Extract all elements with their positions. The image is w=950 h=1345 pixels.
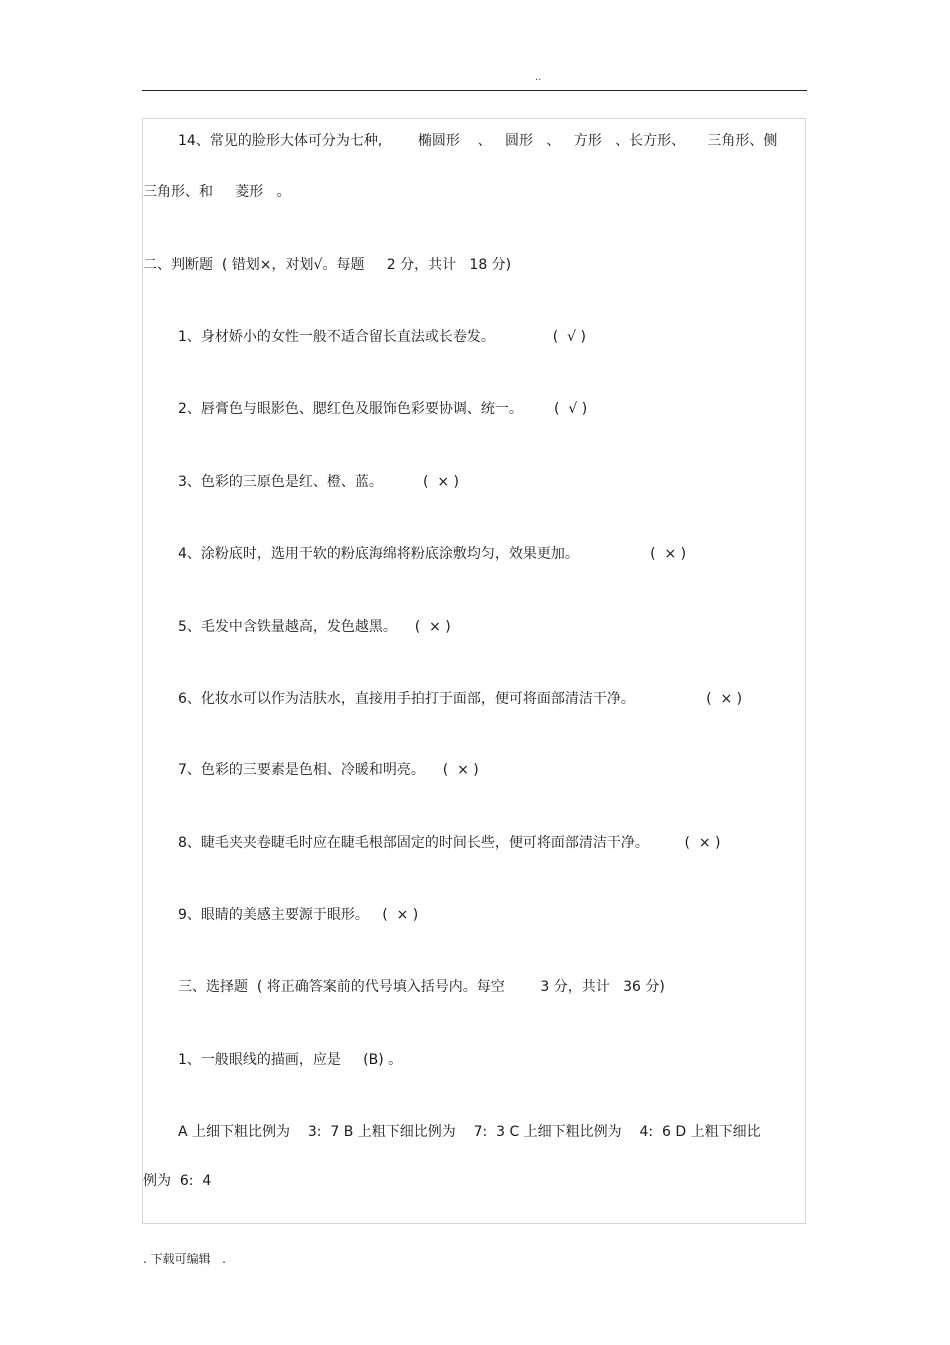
page-footer: . 下载可编辑 . [143, 1252, 226, 1266]
judgement-5: 5、毛发中含铁量越高，发色越黑。 ( × ) [178, 619, 451, 635]
choice-1-options-line-1: A 上细下粗比例为 3: 7 B 上粗下细比例为 7: 3 C 上细下粗比例为 4: 6 D 上粗下细比 [178, 1124, 761, 1140]
judgement-6: 6、化妆水可以作为洁肤水，直接用手拍打于面部，便可将面部清洁干净。 ( × ) [178, 691, 743, 707]
question-14-line-2: 三角形、和 菱形 。 [143, 184, 291, 200]
page-header-mark: .. [535, 72, 542, 83]
judgement-4: 4、涂粉底时，选用干软的粉底海绵将粉底涂敷均匀，效果更加。 ( × ) [178, 546, 687, 562]
judgement-9: 9、眼睛的美感主要源于眼形。 ( × ) [178, 907, 419, 923]
judgement-7: 7、色彩的三要素是色相、冷暖和明亮。 ( × ) [178, 762, 479, 778]
header-rule [142, 90, 807, 91]
question-14-line-1: 14、常见的脸形大体可分为七种, 椭圆形 、 圆形 、 方形 、长方形、 三角形、侧 [178, 133, 778, 149]
judgement-8: 8、睫毛夹夹卷睫毛时应在睫毛根部固定的时间长些，便可将面部清洁干净。 ( × ) [178, 835, 721, 851]
section-2-title: 二、判断题 ( 错划×，对划√。每题 2 分，共计 18 分) [143, 257, 512, 273]
section-3-title: 三、选择题 ( 将正确答案前的代号填入括号内。每空 3 分，共计 36 分) [178, 979, 665, 995]
choice-1-options-line-2: 例为 6: 4 [143, 1173, 212, 1189]
judgement-1: 1、身材娇小的女性一般不适合留长直法或长卷发。 ( √ ) [178, 329, 586, 345]
choice-1: 1、一般眼线的描画，应是 (B) 。 [178, 1052, 403, 1068]
judgement-2: 2、唇膏色与眼影色、腮红色及服饰色彩要协调、统一。 ( √ ) [178, 401, 588, 417]
judgement-3: 3、色彩的三原色是红、橙、蓝。 ( × ) [178, 474, 459, 490]
